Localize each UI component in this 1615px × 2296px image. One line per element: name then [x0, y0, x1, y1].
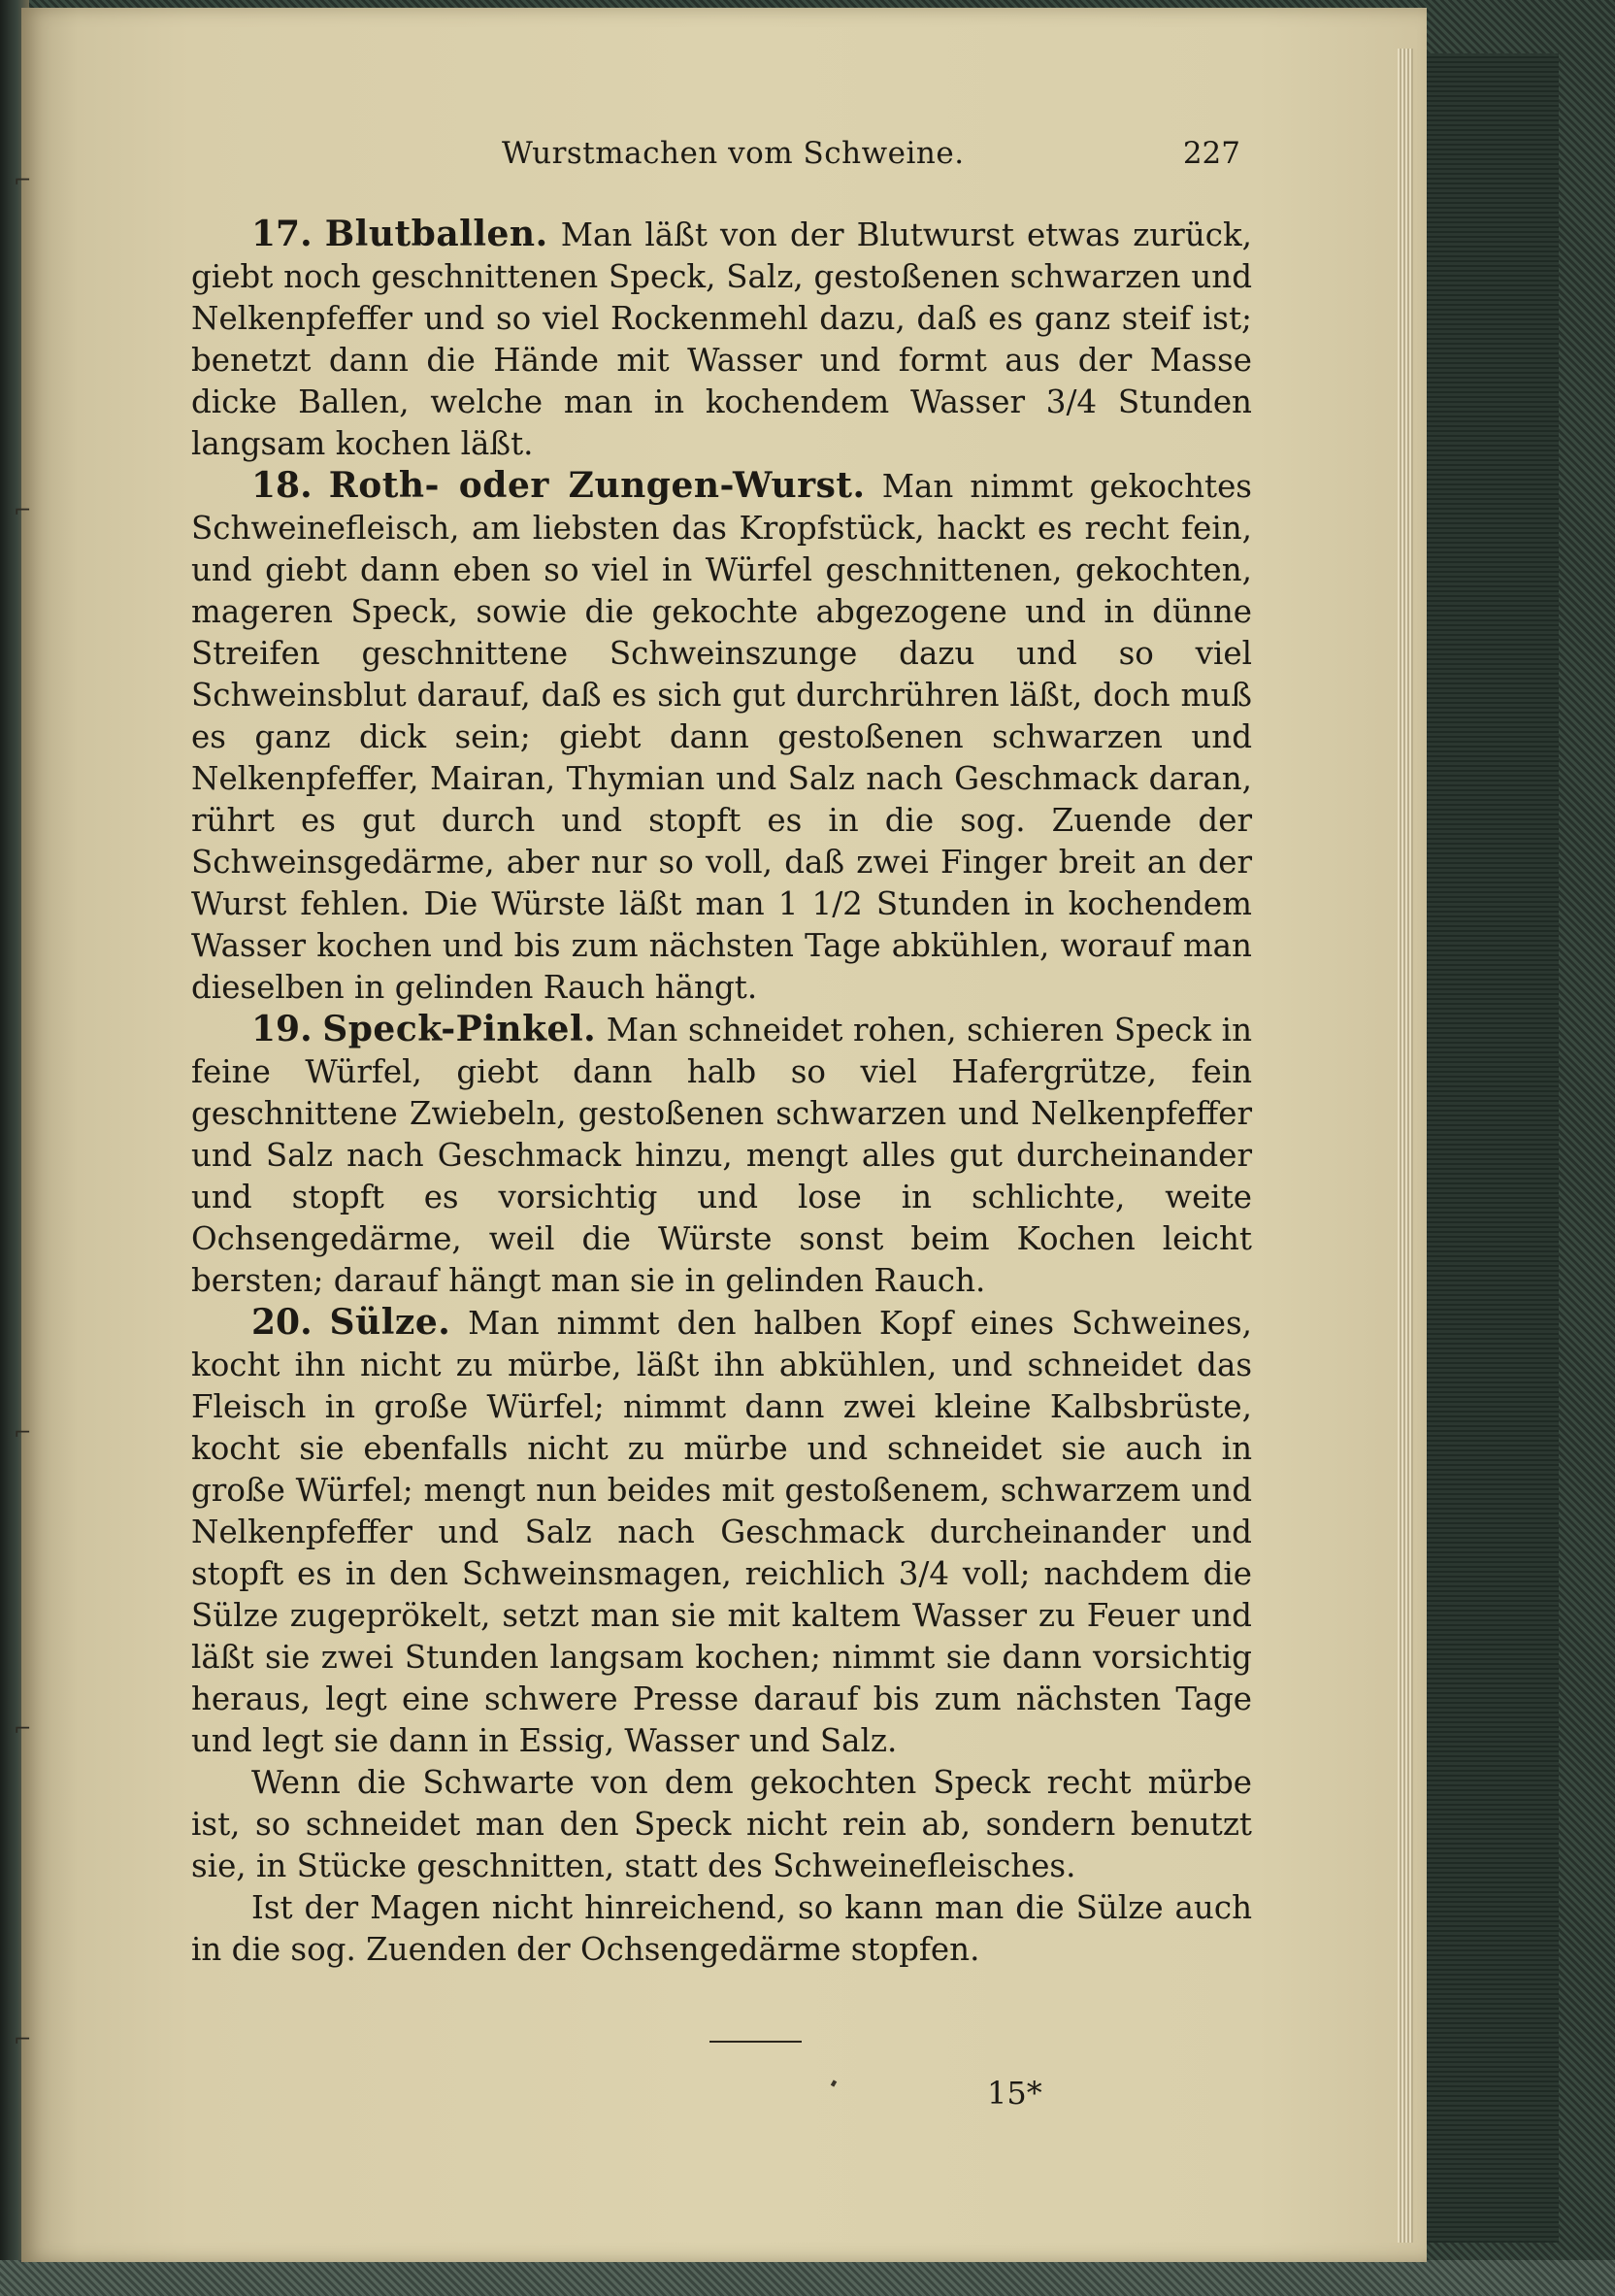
body-text — [191, 214, 1252, 1971]
recipe-number: 18. — [251, 465, 313, 506]
recipe-paragraph — [191, 465, 1252, 1009]
page-edges — [1398, 49, 1413, 2243]
recipe-text: Man läßt von der Blutwurst etwas zurück, giebt noch geschnittenen Speck, Salz, gestoßenen schwarzen und Nelkenpfeffer und so viel Rockenmehl dazu, daß es ganz steif ist; benetzt dann die Hände mit Wasser und formt aus der Masse dicke Ballen, welche man in kochendem Wasser 3/4 Stunden langsam kochen läßt. — [191, 216, 1252, 462]
signature-mark: 15* — [987, 2075, 1042, 2112]
recipe-title: Roth- oder Zungen-Wurst. — [328, 465, 866, 506]
page-header — [191, 136, 1252, 184]
note-paragraph: Ist der Magen nicht hinreichend, so kann man die Sülze auch in die sog. Zuenden der Ochsengedärme stopfen. — [191, 1889, 1252, 1968]
recipe-number: 19. — [251, 1009, 313, 1049]
stitch-mark-icon: ⌐ — [14, 169, 32, 193]
page-text-block — [191, 136, 1252, 1971]
binding-stitch-marks — [14, 0, 52, 2296]
book-back-board — [1413, 53, 1559, 2243]
recipe-text: Man schneidet rohen, schieren Speck in feine Würfel, giebt dann halb so viel Hafergrütze, fein geschnittene Zwiebeln, gestoßenen schwarzen und Nelkenpfeffer und Salz nach Geschmack hinzu, mengt alles gut durcheinander und stopft es vorsichtig und lose in schlichte, weite Ochsengedärme, weil die Würste sonst beim Kochen leicht bersten; darauf hängt man sie in gelinden Rauch. — [191, 1012, 1252, 1299]
recipe-number: 20. — [251, 1302, 313, 1343]
book-bottom-edge — [0, 2260, 1615, 2296]
stitch-mark-icon: ⌐ — [14, 499, 32, 523]
note-paragraph: Wenn die Schwarte von dem gekochten Speck recht mürbe ist, so schneidet man den Speck nicht rein ab, sondern benutzt sie, in Stücke geschnitten, statt des Schweinefleisches. — [191, 1764, 1252, 1884]
running-title: Wurstmachen vom Schweine. — [502, 136, 965, 171]
recipe-paragraph — [191, 1009, 1252, 1302]
recipe-paragraph — [191, 214, 1252, 465]
recipe-title: Speck-Pinkel. — [322, 1009, 597, 1049]
stitch-mark-icon: ⌐ — [14, 1421, 32, 1446]
recipe-number: 17. — [251, 214, 313, 254]
page-number: 227 — [1182, 136, 1240, 171]
stitch-mark-icon: ⌐ — [14, 1717, 32, 1742]
recipe-title: Blutballen. — [324, 214, 548, 254]
footer-rule — [709, 2041, 802, 2043]
recipe-text: Man nimmt gekochtes Schweinefleisch, am liebsten das Kropfstück, hackt es recht fein, und giebt dann eben so viel in Würfel geschnittenen, gekochten, mageren Speck, sowie die gekochte abgezogene und in dünne Streifen geschnittene Schweinszunge dazu und so viel Schweinsblut darauf, daß es sich gut durchrühren läßt, doch muß es ganz dick sein; giebt dann gestoßenen schwarzen und Nelkenpfeffer, Mairan, Thymian und Salz nach Geschmack daran, rührt es gut durch und stopft es in die sog. Zuende der Schweinsgedärme, aber nur so voll, daß zwei Finger breit an der Wurst fehlen. Die Würste läßt man 1 1/2 Stunden in kochendem Wasser kochen und bis zum nächsten Tage abkühlen, worauf man dieselben in gelinden Rauch hängt. — [191, 468, 1252, 1006]
stitch-mark-icon: ⌐ — [14, 2028, 32, 2052]
recipe-text: Man nimmt den halben Kopf eines Schweines, kocht ihn nicht zu mürbe, läßt ihn abkühlen, und schneidet das Fleisch in große Würfel; nimmt dann zwei kleine Kalbsbrüste, kocht sie ebenfalls nicht zu mürbe und schneidet sie auch in große Würfel; mengt nun beides mit gestoßenem, schwarzem und Nelkenpfeffer und Salz nach Geschmack durcheinander und stopft es in den Schweinsmagen, reichlich 3/4 voll; nachdem die Sülze zugeprökelt, setzt man sie mit kaltem Wasser zu Feuer und läßt sie zwei Stunden langsam kochen; nimmt sie dann vorsichtig heraus, legt eine schwere Presse darauf bis zum nächsten Tage und legt sie dann in Essig, Wasser und Salz. — [191, 1305, 1252, 1759]
recipe-title: Sülze. — [329, 1302, 451, 1343]
recipe-paragraph — [191, 1302, 1252, 1762]
